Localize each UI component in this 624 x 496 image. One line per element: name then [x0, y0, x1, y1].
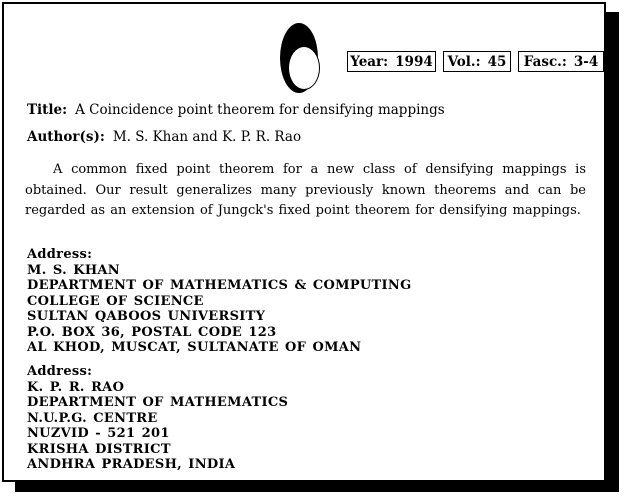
address-line: P.O. BOX 36, POSTAL CODE 123 — [27, 324, 277, 340]
logo-white-ellipse — [288, 46, 320, 90]
author-line — [27, 129, 301, 145]
fascicle-label: Fasc.: — [523, 53, 567, 70]
year-value: 1994 — [395, 53, 433, 70]
address-line: SULTAN QABOOS UNIVERSITY — [27, 309, 266, 324]
authors-label: Author(s): — [27, 129, 105, 145]
address-block-rao — [27, 364, 288, 473]
address-line: M. S. KHAN — [27, 262, 120, 278]
address-line: ANDHRA PRADESH, INDIA — [27, 457, 236, 472]
address-line: NUZVID - 521 201 — [27, 426, 170, 441]
volume-value: 45 — [487, 53, 507, 70]
address-label: Address: — [27, 364, 93, 379]
title-text: A Coincidence point theorem for densifying mappings — [75, 102, 445, 118]
title-line — [27, 102, 445, 118]
year-box — [347, 51, 436, 72]
year-label: Year: — [350, 53, 389, 70]
address-line: K. P. R. RAO — [27, 379, 125, 395]
address-line: DEPARTMENT OF MATHEMATICS & COMPUTING — [27, 278, 412, 293]
volume-label: Vol.: — [447, 53, 481, 70]
address-line: N.U.P.G. CENTRE — [27, 410, 158, 426]
address-label: Address: — [27, 247, 93, 262]
authors-text: M. S. Khan and K. P. R. Rao — [112, 129, 302, 145]
volume-box — [443, 51, 511, 72]
fascicle-value: 3-4 — [573, 53, 599, 70]
fascicle-box — [518, 51, 604, 72]
abstract-text: A common fixed point theorem for a new class of densifying mappings is obtained. Our result generalizes many previously known theorems and can be regarded as an extension of Jungck's fixed point theorem for densifying mappings. — [25, 162, 586, 218]
address-line: COLLEGE OF SCIENCE — [27, 293, 204, 309]
address-line: AL KHOD, MUSCAT, SULTANATE OF OMAN — [27, 340, 362, 355]
address-block-khan — [27, 247, 412, 356]
address-line: DEPARTMENT OF MATHEMATICS — [27, 395, 289, 410]
abstract-page — [2, 2, 606, 482]
address-line: KRISHA DISTRICT — [27, 441, 171, 457]
title-label: Title: — [27, 102, 68, 118]
